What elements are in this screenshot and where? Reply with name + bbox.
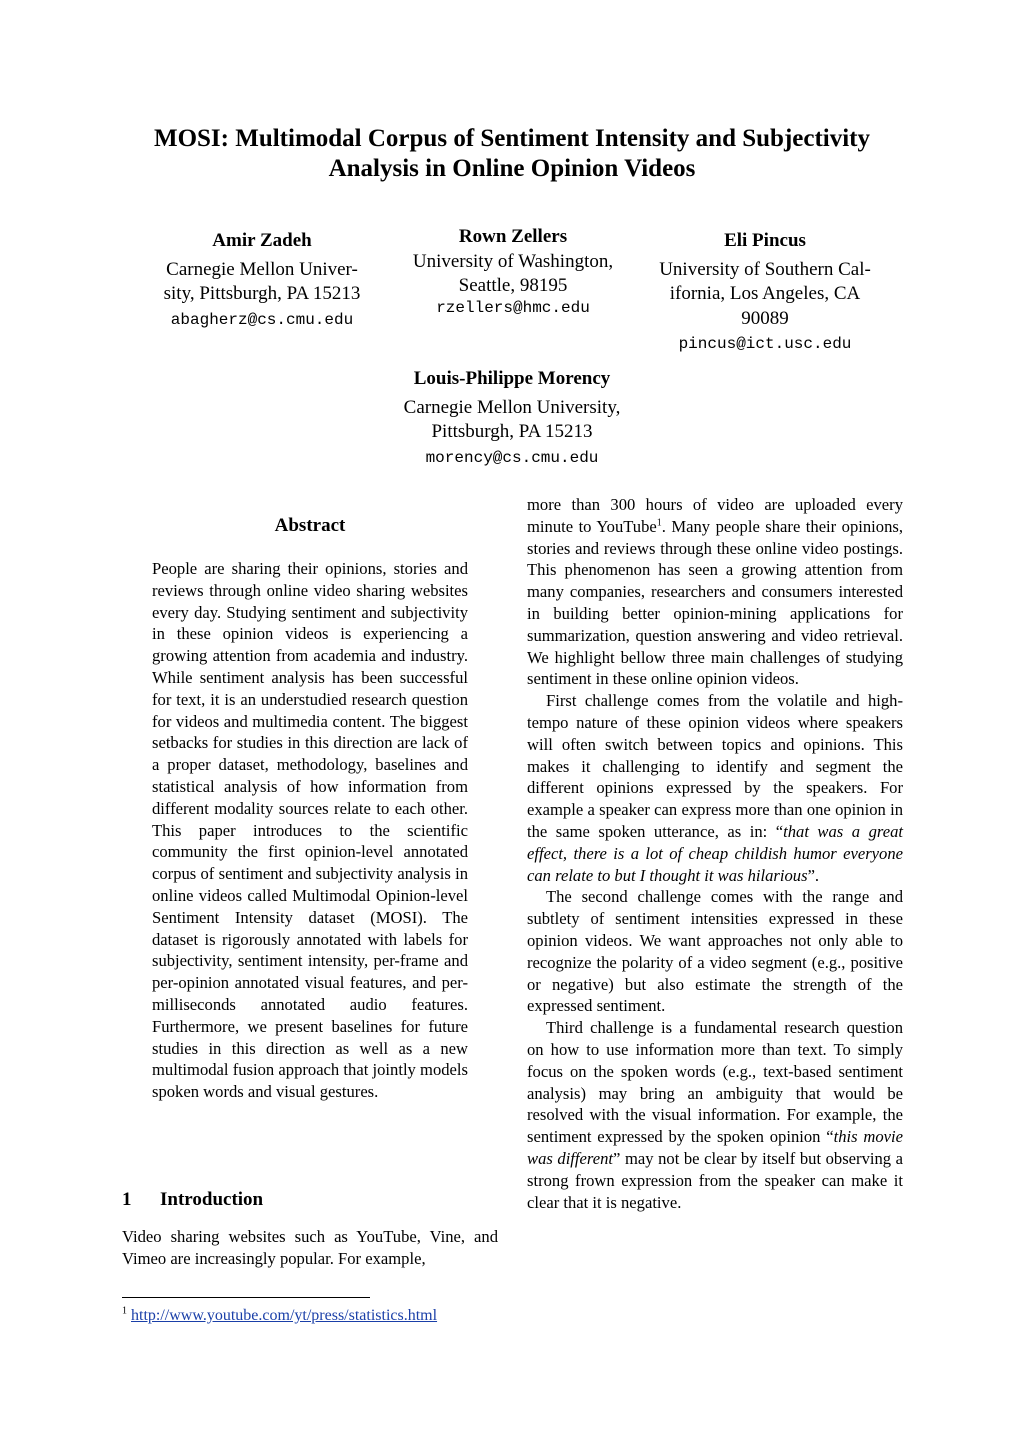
footnote-marker: 1 [656,517,662,529]
title-line-2: Analysis in Online Opinion Videos [328,155,696,182]
author-email: morency@cs.cmu.edu [425,448,599,467]
intro-paragraph-1 [527,494,903,690]
author-email: pincus@ict.usc.edu [678,335,852,353]
author-block-zadeh [124,229,400,333]
text-run: First challenge comes from the volatile and high-tempo nature of these opinion videos where speakers will often switch between topics and opinions. This makes it challenging to identify and segment the different opinions expressed by the speakers. For example a speaker can express more than one opinion in the same spoken utterance, as in: “ [527,691,903,841]
author-name: Amir Zadeh [212,230,312,251]
section-number: 1 [122,1189,132,1210]
author-affiliation: University of Southern Cal- [659,258,871,280]
section-title: Introduction [160,1189,264,1210]
intro-paragraph-4 [527,1017,903,1213]
author-name: Rown Zellers [458,226,568,247]
text-run: ” may not be clear by itself but observing a strong frown expression from the speaker can make it clear that it is negative. [527,1148,904,1212]
abstract-heading: Abstract [274,515,346,536]
right-column-body [527,494,903,1213]
abstract-body [152,558,468,1103]
author-affiliation: ifornia, Los Angeles, CA [669,283,861,304]
text-run: Third challenge is a fundamental research question on how to use information more than text. To simply focus on the spoken words (e.g., text-based sentiment analysis) may bring an ambiguity that would be resolved with the visual information. For example, the sentiment expressed by the spoken opinion “ [527,1018,903,1147]
footnote [122,1306,437,1326]
author-affiliation: Carnegie Mellon University, [403,396,621,418]
intro-paragraph-3: The second challenge comes with the range and subtlety of sentiment intensities expressed in these opinion videos. We want approaches not only able to recognize the polarity of a video segment (e.g., positive or negative) but also estimate the strength of the expressed sentiment. [527,887,903,1016]
footnote-link[interactable]: http://www.youtube.com/yt/press/statistics.html [131,1307,438,1324]
author-name: Louis-Philippe Morency [413,368,611,389]
author-affiliation: University of Washington, [412,250,614,272]
footnote-rule [122,1297,370,1298]
intro-paragraph: Video sharing websites such as YouTube, Vine, and Vimeo are increasingly popular. For example, [122,1227,498,1268]
author-affiliation: sity, Pittsburgh, PA 15213 [163,283,361,304]
author-affiliation: 90089 [741,307,789,329]
paper-title [80,124,944,184]
author-affiliation: Carnegie Mellon Univer- [166,258,358,280]
text-run: ”. [807,865,820,885]
text-run: . Many people share their opinions, stories and reviews through these online video postings. This phenomenon has seen a growing attention from many companies, researchers and consumers interested in building better opinion-mining applications for summarization, question answering and video retrieval. We highlight bellow three main challenges of studying sentiment in these online opinion videos. [527,516,903,689]
introduction-body-left [122,1226,498,1270]
author-block-morency [362,367,662,471]
author-email: abagherz@cs.cmu.edu [170,310,354,329]
example-quote: that was a great effect, there is a lot of cheap childish humor everyone can relate to but I thought it was hilarious [527,821,903,885]
intro-paragraph-2 [527,690,903,886]
author-block-pincus [630,229,900,357]
author-email: rzellers@hmc.edu [436,298,590,317]
title-line-1: MOSI: Multimodal Corpus of Sentiment Intensity and Subjectivity [153,125,870,152]
section-heading-introduction [122,1189,263,1211]
example-quote: this movie was different [527,1127,903,1168]
author-affiliation: Pittsburgh, PA 15213 [431,421,593,442]
author-affiliation: Seattle, 98195 [458,275,568,296]
footnote-number: 1 [122,1305,127,1317]
abstract-text: People are sharing their opinions, stories and reviews through online video sharing websites every day. Studying sentiment and subjectivity in these opinion videos is experiencing a growing attention from academia and industry. While sentiment analysis has been successful for text, it is an understudied research question for videos and multimedia content. The biggest setbacks for studies in this direction are lack of a proper dataset, methodology, baselines and statistical analysis of how information from different modality sources relate to each other. This paper introduces to the scientific community the first opinion-level annotated corpus of sentiment and subjectivity analysis in online videos called Multimodal Opinion-level Sentiment Intensity dataset (MOSI). The dataset is rigorously annotated with labels for subjectivity, sentiment intensity, per-frame and per-opinion annotated visual features, and per-milliseconds annotated audio features. Furthermore, we present baselines for future studies in this direction as well as a new multimodal fusion approach that jointly models spoken words and visual gestures. [152,559,468,1102]
text-run: more than 300 hours of video are uploaded every minute to YouTube [527,495,903,536]
author-name: Eli Pincus [724,230,806,251]
author-block-zellers [378,225,648,317]
